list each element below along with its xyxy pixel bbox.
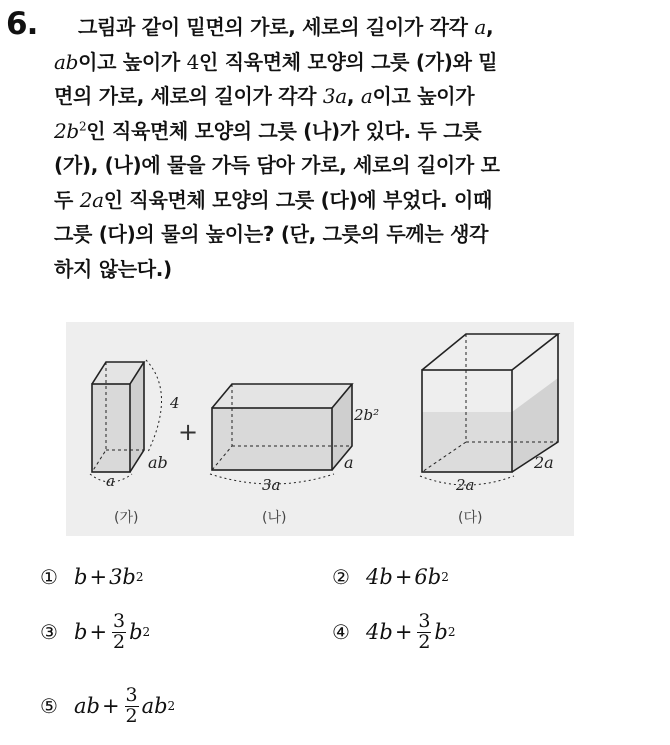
box-da-width-label: 2a [456, 476, 475, 494]
choice-2-expression: 4b + 6b 2 [366, 565, 449, 589]
stem-line-6: 두 2a인 직육면체 모양의 그릇 (다)에 부었다. 이때 [54, 187, 493, 212]
stem-line-4: $2b^2$인 직육면체 모양의 그릇 (나)가 있다. 두 그릇 [54, 118, 482, 143]
box-da-depth-label: 2a [534, 453, 554, 472]
choice-2[interactable] [328, 565, 449, 589]
stem-line-7: 그릇 (다)의 물의 높이는? (단, 그릇의 두께는 생각 [54, 222, 489, 246]
choice-3[interactable] [36, 612, 150, 653]
choice-5-expression: ab + $\frac{3}{2}$ ab 2 [74, 684, 176, 727]
box-ga-caption: (가) [114, 510, 139, 526]
box-na-width-label: 3a [262, 476, 281, 494]
stem-line-5: (가), (나)에 물을 가득 담아 가로, 세로의 길이가 모 [54, 153, 500, 177]
choice-5[interactable] [36, 686, 175, 727]
question-stem [54, 10, 662, 286]
container-figure [66, 322, 574, 536]
choice-4-expression: 4b + $\frac{3}{2}$ b 2 [366, 610, 456, 653]
question-number: 6. [6, 6, 38, 42]
box-ga-height-label: 4 [170, 394, 180, 412]
box-ga-depth-label: ab [148, 453, 168, 472]
choice-3-expression: b + $\frac{3}{2}$ b 2 [74, 610, 151, 653]
box-na [210, 384, 352, 484]
choice-1-expression: b + 3b 2 [74, 565, 144, 589]
box-na-depth-label: a [344, 453, 354, 472]
choice-2-mark: ② [332, 565, 350, 589]
choice-4-mark: ④ [332, 620, 350, 645]
plus-sign: + [178, 418, 199, 446]
stem-line-1: 그림과 같이 밑면의 가로, 세로의 길이가 각각 a, [78, 15, 494, 39]
stem-line-3: 면의 가로, 세로의 길이가 각각 3a, a이고 높이가 [54, 84, 475, 108]
choice-1[interactable] [36, 565, 144, 589]
choice-3-mark: ③ [40, 620, 58, 645]
choice-1-mark: ① [40, 565, 58, 589]
choice-5-mark: ⑤ [40, 694, 58, 719]
stem-line-2: ab이고 높이가 4인 직육면체 모양의 그릇 (가)와 밑 [54, 49, 498, 74]
box-ga-width-label: a [106, 472, 115, 490]
stem-line-8: 하지 않는다.) [54, 256, 172, 281]
choice-3-fraction: $\frac{3}{2}$ [113, 610, 126, 653]
box-na-caption: (나) [262, 510, 287, 526]
box-da-caption: (다) [458, 510, 483, 526]
box-na-height-label: 2b² [354, 406, 380, 424]
figure-svg [66, 322, 574, 536]
choice-4-fraction: $\frac{3}{2}$ [418, 610, 431, 653]
choice-4[interactable] [328, 612, 456, 653]
choice-5-fraction: $\frac{3}{2}$ [125, 684, 138, 727]
